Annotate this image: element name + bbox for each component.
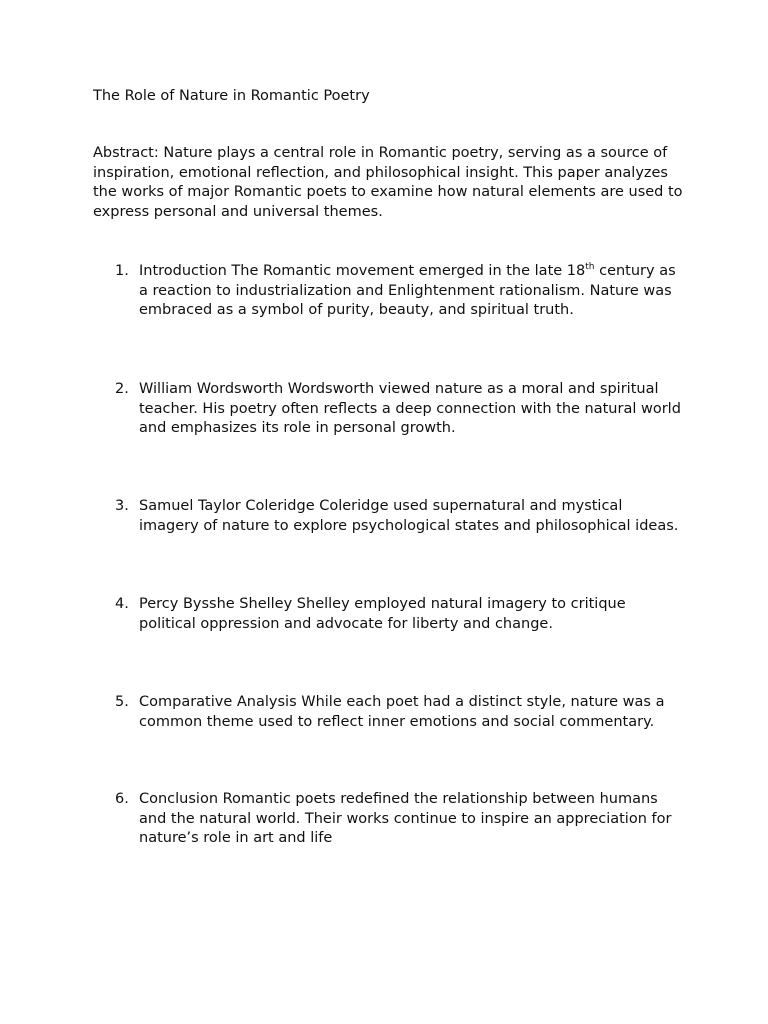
abstract-paragraph: Abstract: Nature plays a central role in Romantic poetry, serving as a source of inspiration, emotional reflection, and philosophical insight. This paper analyzes the works of major Romantic poets to examine how natural elements are used to express personal and universal themes. — [93, 145, 683, 220]
list-item-conclusion — [93, 790, 683, 849]
list-item-text: William Wordsworth Wordsworth viewed nature as a moral and spiritual teacher. His poetry often reflects a deep connection with the natural world and emphasizes its role in personal growth. — [139, 381, 681, 437]
list-item-text-part: Introduction The Romantic movement emerged in the late 18 — [139, 263, 586, 279]
list-item-number: 5. — [115, 694, 129, 710]
list-item-number: 1. — [115, 263, 129, 279]
list-item-text: Comparative Analysis While each poet had a distinct style, nature was a common theme used to reflect inner emotions and social commentary. — [139, 694, 665, 730]
list-item-wordsworth — [93, 380, 683, 439]
list-item-text: Conclusion Romantic poets redefined the relationship between humans and the natural world. Their works continue to inspire an appreciation for nature’s role in art and life — [139, 791, 672, 847]
list-item-text-part: century as a reaction to industrialization and Enlightenment rationalism. Nature was embraced as a symbol of purity, beauty, and spiritual truth. — [139, 263, 676, 319]
list-item-text: Samuel Taylor Coleridge Coleridge used supernatural and mystical imagery of nature to explore psychological states and philosophical ideas. — [139, 498, 679, 534]
list-item-number: 4. — [115, 596, 129, 612]
list-item-shelley — [93, 595, 683, 634]
document-title: The Role of Nature in Romantic Poetry — [93, 88, 370, 104]
list-item-number: 3. — [115, 498, 129, 514]
list-item-text: Percy Bysshe Shelley Shelley employed natural imagery to critique political oppression and advocate for liberty and change. — [139, 596, 626, 632]
list-item-coleridge — [93, 497, 683, 536]
list-item-number: 2. — [115, 381, 129, 397]
superscript-ordinal: th — [585, 262, 595, 272]
list-item-text — [139, 262, 683, 321]
list-item-number: 6. — [115, 791, 129, 807]
list-item-introduction — [93, 262, 683, 321]
list-item-comparative-analysis — [93, 693, 683, 732]
